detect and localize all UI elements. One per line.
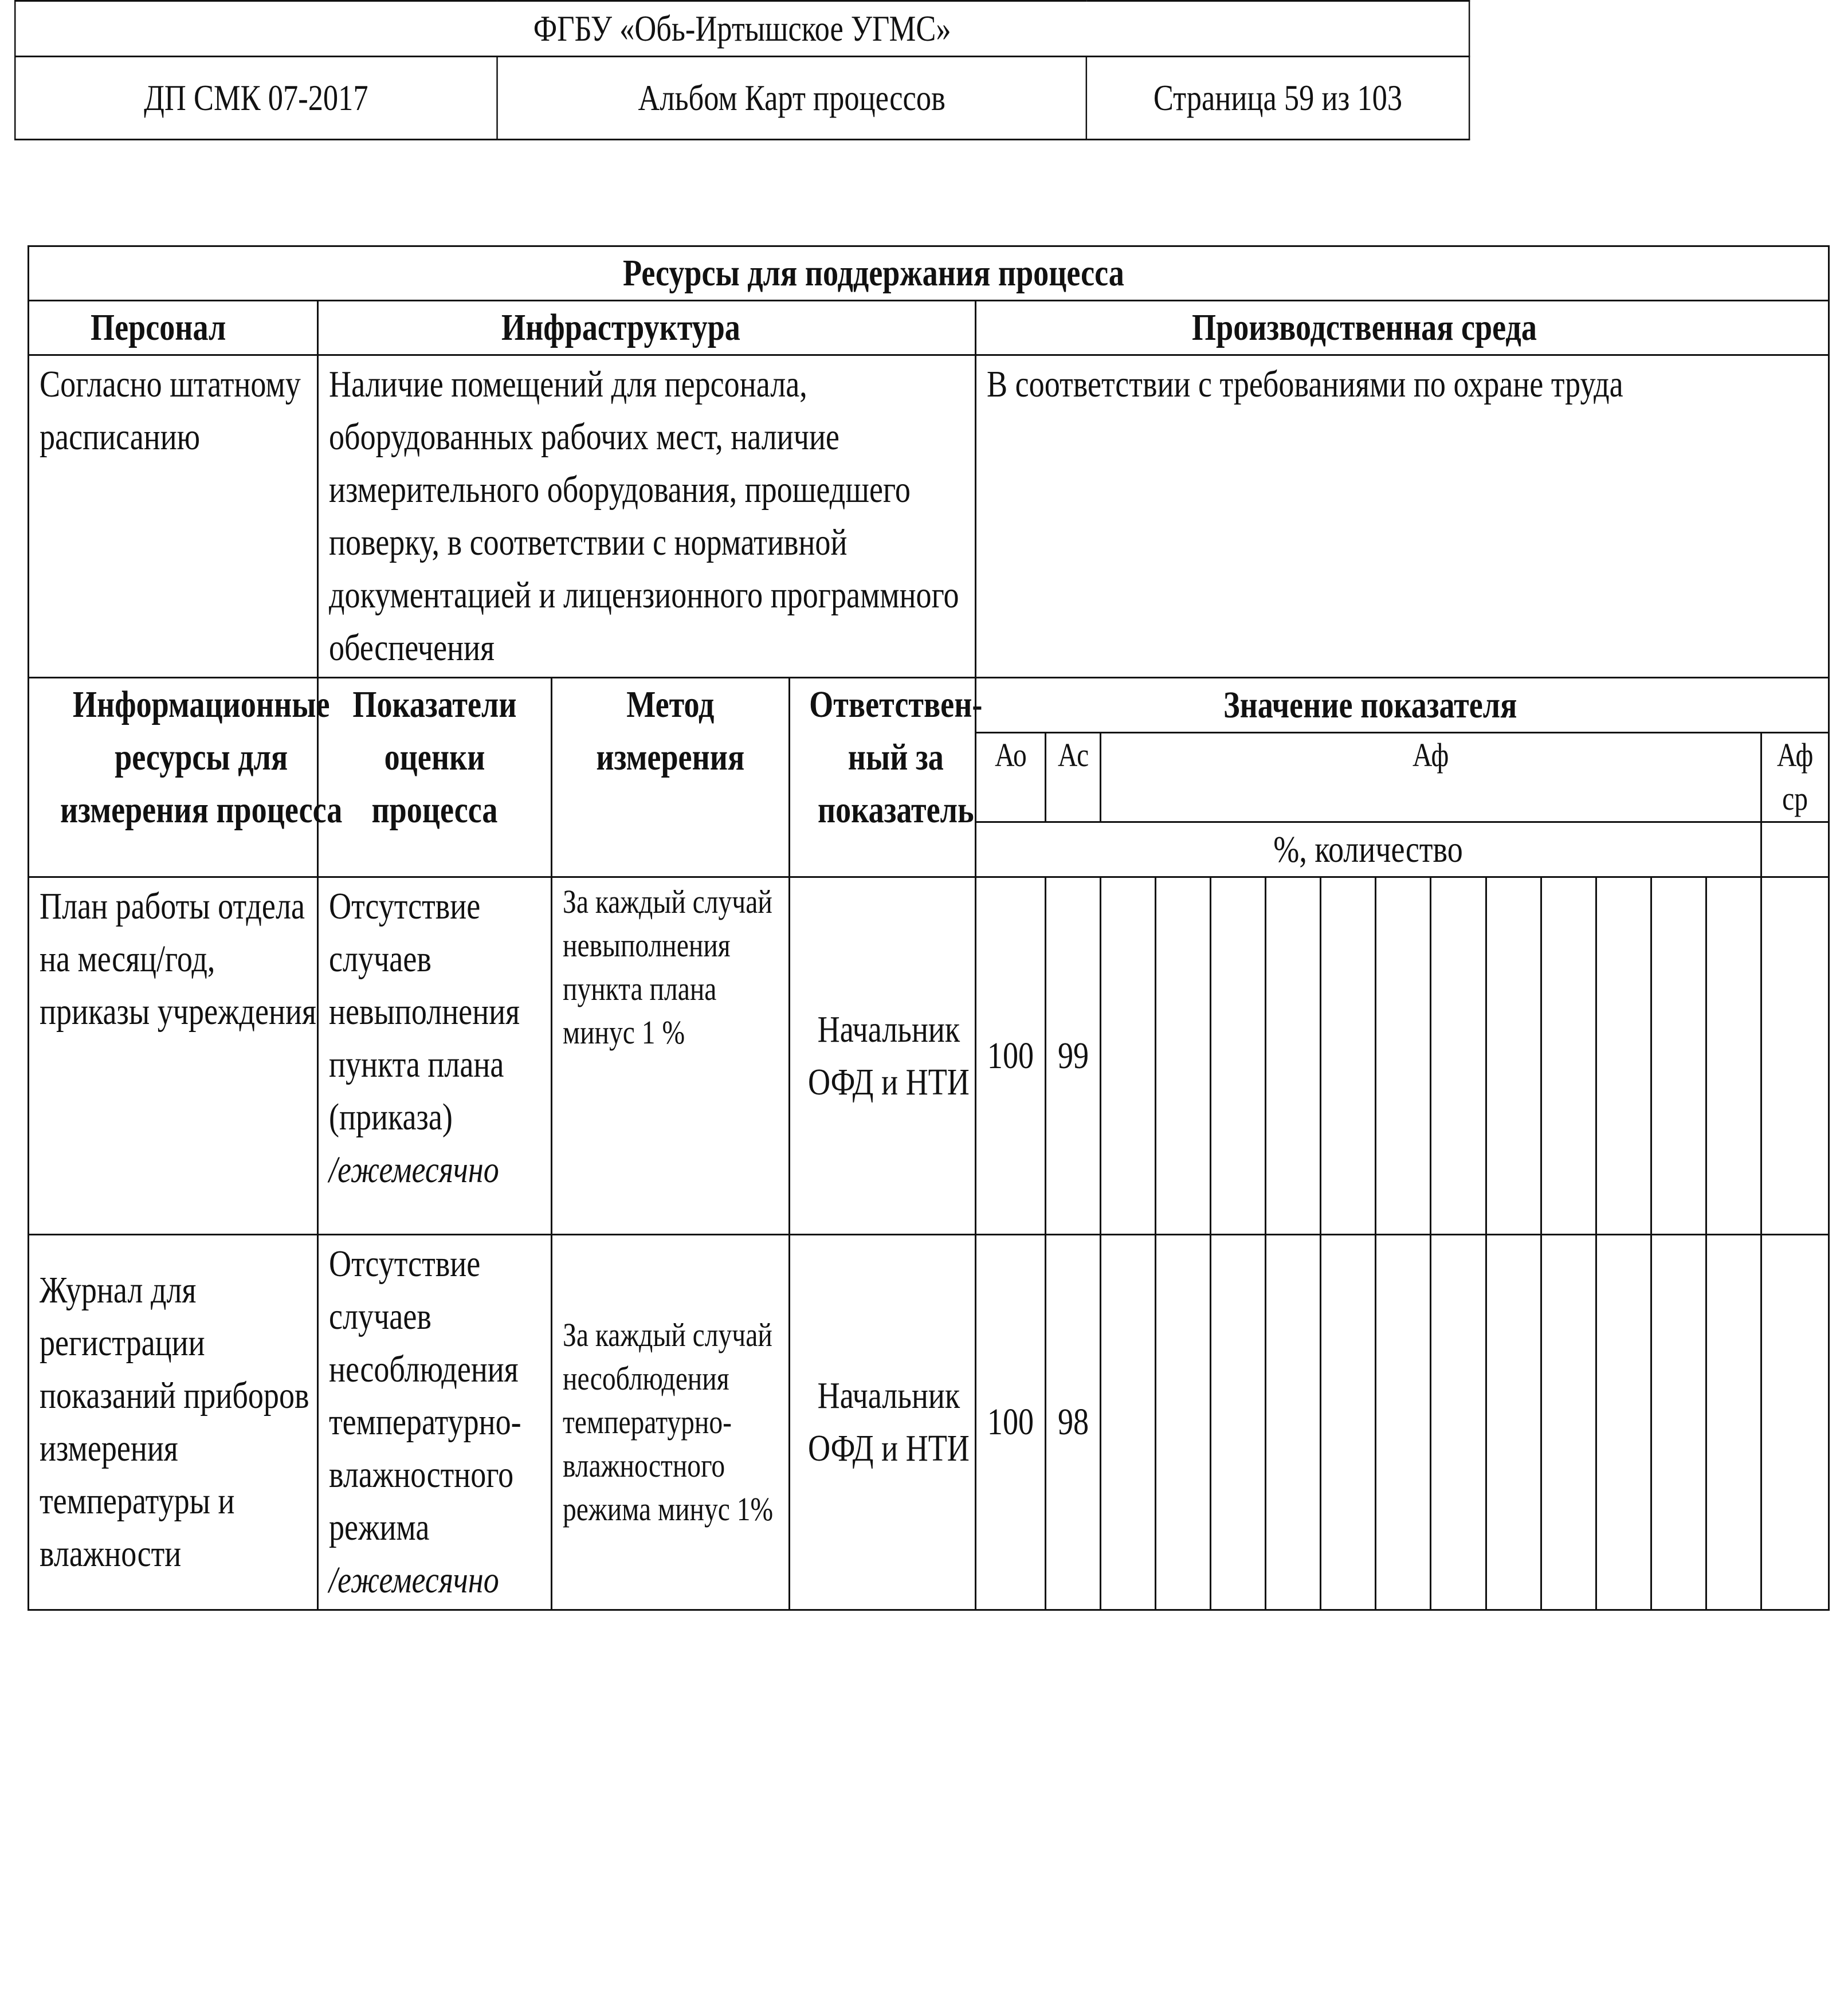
ao-value: 100 [976,1235,1046,1610]
personnel-heading: Персонал [29,301,318,355]
af-avg-cell [1761,1235,1829,1610]
af-cell [1431,877,1486,1235]
af-cell [1156,877,1211,1235]
table-row [29,877,1829,1235]
infrastructure-text: Наличие помещений для персонала, оборудованных рабочих мест, наличие измерительного оборудования, прошедшего поверку, в соответствии с нормативной документацией и лицензионного программного обеспечения [318,355,976,678]
info-resources-heading: Информационные ресурсы для измерения процесса [29,678,318,877]
af-cell [1211,877,1266,1235]
info-resource-cell: План работы отдела на месяц/год, приказы учреждения [29,877,318,1235]
method-cell: За каждый случай несоблюдения температурно- влажностного режима минус 1% [552,1235,790,1610]
responsible-heading: Ответствен- ный за показатель [790,678,976,877]
af-cell [1706,877,1761,1235]
af-cell [1266,1235,1321,1610]
af-cell [1156,1235,1211,1610]
af-cell [1596,1235,1651,1610]
process-map-table [28,245,1830,1611]
af-cell [1486,877,1541,1235]
af-cell [1266,877,1321,1235]
org-name: ФГБУ «Обь-Иртышское УГМС» [15,1,1469,57]
metric-cell: Отсутствие случаев невыполнения пункта плана (приказа) /ежемесячно [318,877,552,1235]
af-cell [1101,877,1156,1235]
method-heading: Метод измерения [552,678,790,877]
doc-code: ДП СМК 07-2017 [15,57,497,140]
infrastructure-heading: Инфраструктура [318,301,976,355]
responsible-cell: Начальник ОФД и НТИ [790,1235,976,1610]
af-cell [1541,877,1596,1235]
ac-heading: Ас [1046,733,1101,822]
info-resource-cell: Журнал для регистрации показаний приборов измерения температуры и влажности [29,1235,318,1610]
af-heading: Аф [1101,733,1761,822]
ao-value: 100 [976,877,1046,1235]
ac-value: 98 [1046,1235,1101,1610]
af-cell [1376,877,1431,1235]
resources-title: Ресурсы для поддержания процесса [29,246,1829,301]
af-cell [1321,877,1376,1235]
af-cell [1101,1235,1156,1610]
af-cell [1596,877,1651,1235]
af-cell [1376,1235,1431,1610]
personnel-text: Согласно штатному расписанию [29,355,318,678]
metrics-heading: Показатели оценки процесса [318,678,552,877]
af-cell [1321,1235,1376,1610]
table-row [29,1235,1829,1610]
af-cell [1486,1235,1541,1610]
ao-heading: Ао [976,733,1046,822]
ac-value: 99 [1046,877,1101,1235]
af-cell [1651,1235,1706,1610]
af-avg-heading: Аф ср [1761,733,1829,822]
responsible-cell: Начальник ОФД и НТИ [790,877,976,1235]
method-cell: За каждый случай невыполнения пункта плана минус 1 % [552,877,790,1235]
af-avg-cell [1761,877,1829,1235]
album-title: Альбом Карт процессов [497,57,1086,140]
units-blank [1761,822,1829,877]
work-environment-heading: Производственная среда [976,301,1829,355]
af-cell [1211,1235,1266,1610]
value-heading: Значение показателя [976,678,1829,733]
work-environment-text: В соответствии с требованиями по охране труда [976,355,1829,678]
page-number: Страница 59 из 103 [1086,57,1469,140]
af-cell [1431,1235,1486,1610]
document-header [14,0,1470,140]
af-cell [1651,877,1706,1235]
metric-cell: Отсутствие случаев несоблюдения температурно- влажностного режима /ежемесячно [318,1235,552,1610]
af-cell [1541,1235,1596,1610]
af-cell [1706,1235,1761,1610]
units-label: %, количество [976,822,1761,877]
